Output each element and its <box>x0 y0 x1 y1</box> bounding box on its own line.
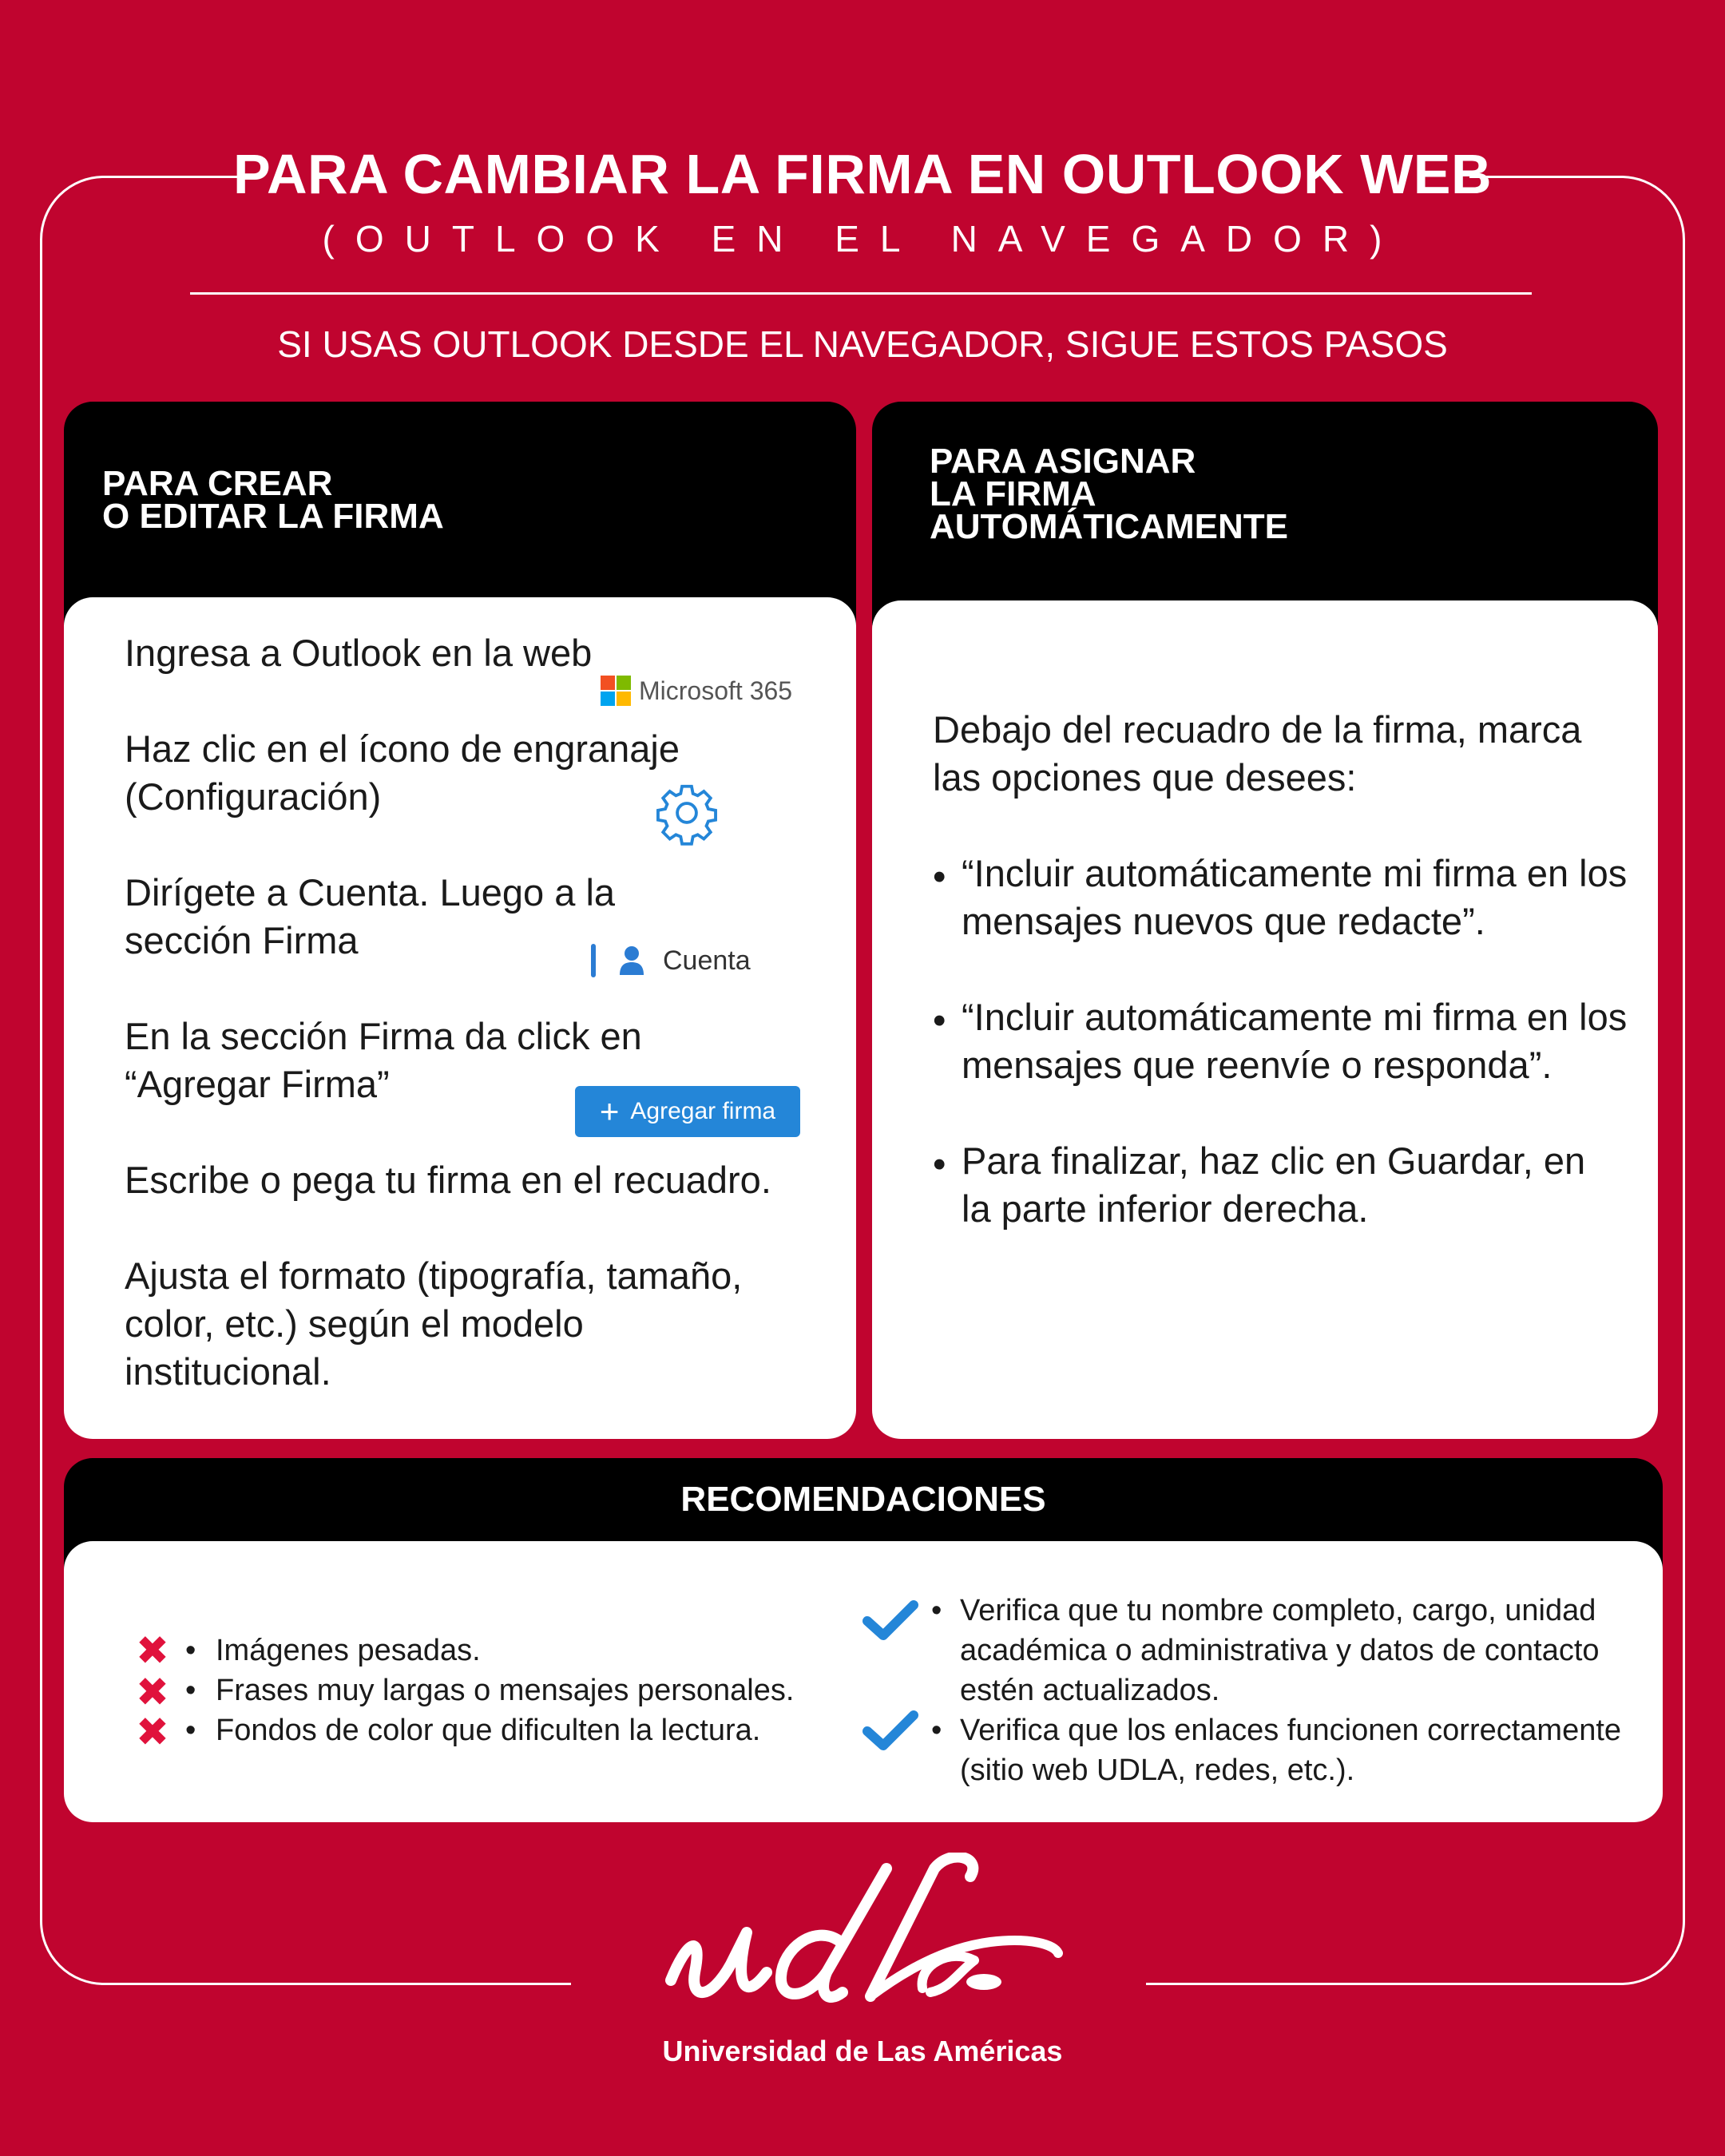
step-6: Ajusta el formato (tipografía, tamaño, color, etc.) según el modelo institucional. <box>125 1254 743 1393</box>
verify-bullet: • <box>931 1594 942 1627</box>
gear-icon <box>653 779 720 846</box>
avoid-bullet: • <box>185 1674 196 1707</box>
bullet: • <box>933 1143 946 1185</box>
recommendations-title: RECOMENDACIONES <box>680 1480 1046 1519</box>
step-5: Escribe o pega tu firma en el recuadro. <box>125 1159 771 1201</box>
option-bullet-2: “Incluir automáticamente mi firma en los mensajes que reenvíe o responda”. <box>962 996 1628 1086</box>
intro-text: SI USAS OUTLOOK DESDE EL NAVEGADOR, SIGUE ESTOS PASOS <box>277 323 1448 365</box>
avoid-bullet: • <box>185 1634 196 1667</box>
cuenta-label: Cuenta <box>663 945 751 976</box>
agregar-firma-label: Agregar firma <box>630 1098 776 1124</box>
right-card-heading-line2: LA FIRMA <box>930 474 1096 513</box>
bullet: • <box>933 999 946 1041</box>
right-card-heading-line3: AUTOMÁTICAMENTE <box>930 507 1288 546</box>
check-icon <box>862 1709 918 1754</box>
x-mark-icon: ✖ <box>136 1670 169 1714</box>
cuenta-nav-item <box>591 944 751 977</box>
left-card-header <box>64 402 856 625</box>
page-subtitle: (OUTLOOK EN EL NAVEGADOR) <box>322 218 1403 260</box>
microsoft-365-label: Microsoft 365 <box>639 676 793 705</box>
verify-item-2: Verifica que los enlaces funcionen correctamente (sitio web UDLA, redes, etc.). <box>960 1714 1622 1787</box>
agregar-firma-button <box>575 1086 800 1137</box>
step-2: Haz clic en el ícono de engranaje (Configuración) <box>125 727 680 818</box>
bullet: • <box>933 855 946 898</box>
microsoft-365-logo <box>601 676 792 706</box>
recommendations-body <box>64 1541 1663 1822</box>
avoid-item-2: Frases muy largas o mensajes personales. <box>216 1674 795 1707</box>
left-card-body <box>64 597 856 1439</box>
right-card-intro: Debajo del recuadro de la firma, marca las opciones que desees: <box>933 708 1582 799</box>
avoid-item-1: Imágenes pesadas. <box>216 1634 481 1667</box>
right-card-heading-line1: PARA ASIGNAR <box>930 442 1196 481</box>
verify-item-1: Verifica que tu nombre completo, cargo, unidad académica o administrativa y datos de contacto estén actualizados. <box>960 1594 1600 1707</box>
verify-bullet: • <box>931 1714 942 1747</box>
person-icon <box>618 945 645 977</box>
x-mark-icon: ✖ <box>136 1628 169 1673</box>
option-bullet-3: Para finalizar, haz clic en Guardar, en la parte inferior derecha. <box>962 1139 1586 1230</box>
avoid-bullet: • <box>185 1714 196 1747</box>
step-3: Dirígete a Cuenta. Luego a la sección Firma <box>125 871 616 961</box>
divider <box>190 292 1532 295</box>
step-4: En la sección Firma da click en “Agregar Firma” <box>125 1015 642 1105</box>
microsoft-icon <box>601 676 631 706</box>
check-icon <box>862 1599 918 1643</box>
udla-logo <box>655 1853 1070 2028</box>
left-card-heading-line2: O EDITAR LA FIRMA <box>102 497 444 536</box>
plus-icon: + <box>599 1092 620 1130</box>
left-card-heading-line1: PARA CREAR <box>102 464 333 503</box>
option-bullet-1: “Incluir automáticamente mi firma en los mensajes nuevos que redacte”. <box>962 852 1628 942</box>
institution-name: Universidad de Las Américas <box>662 2035 1063 2067</box>
x-mark-icon: ✖ <box>136 1710 169 1754</box>
right-card-body <box>872 600 1658 1439</box>
selection-bar <box>591 944 596 977</box>
page-title: PARA CAMBIAR LA FIRMA EN OUTLOOK WEB <box>232 143 1492 205</box>
right-card-header <box>872 402 1658 625</box>
avoid-item-3: Fondos de color que dificulten la lectura. <box>216 1714 761 1747</box>
step-1: Ingresa a Outlook en la web <box>125 632 593 674</box>
